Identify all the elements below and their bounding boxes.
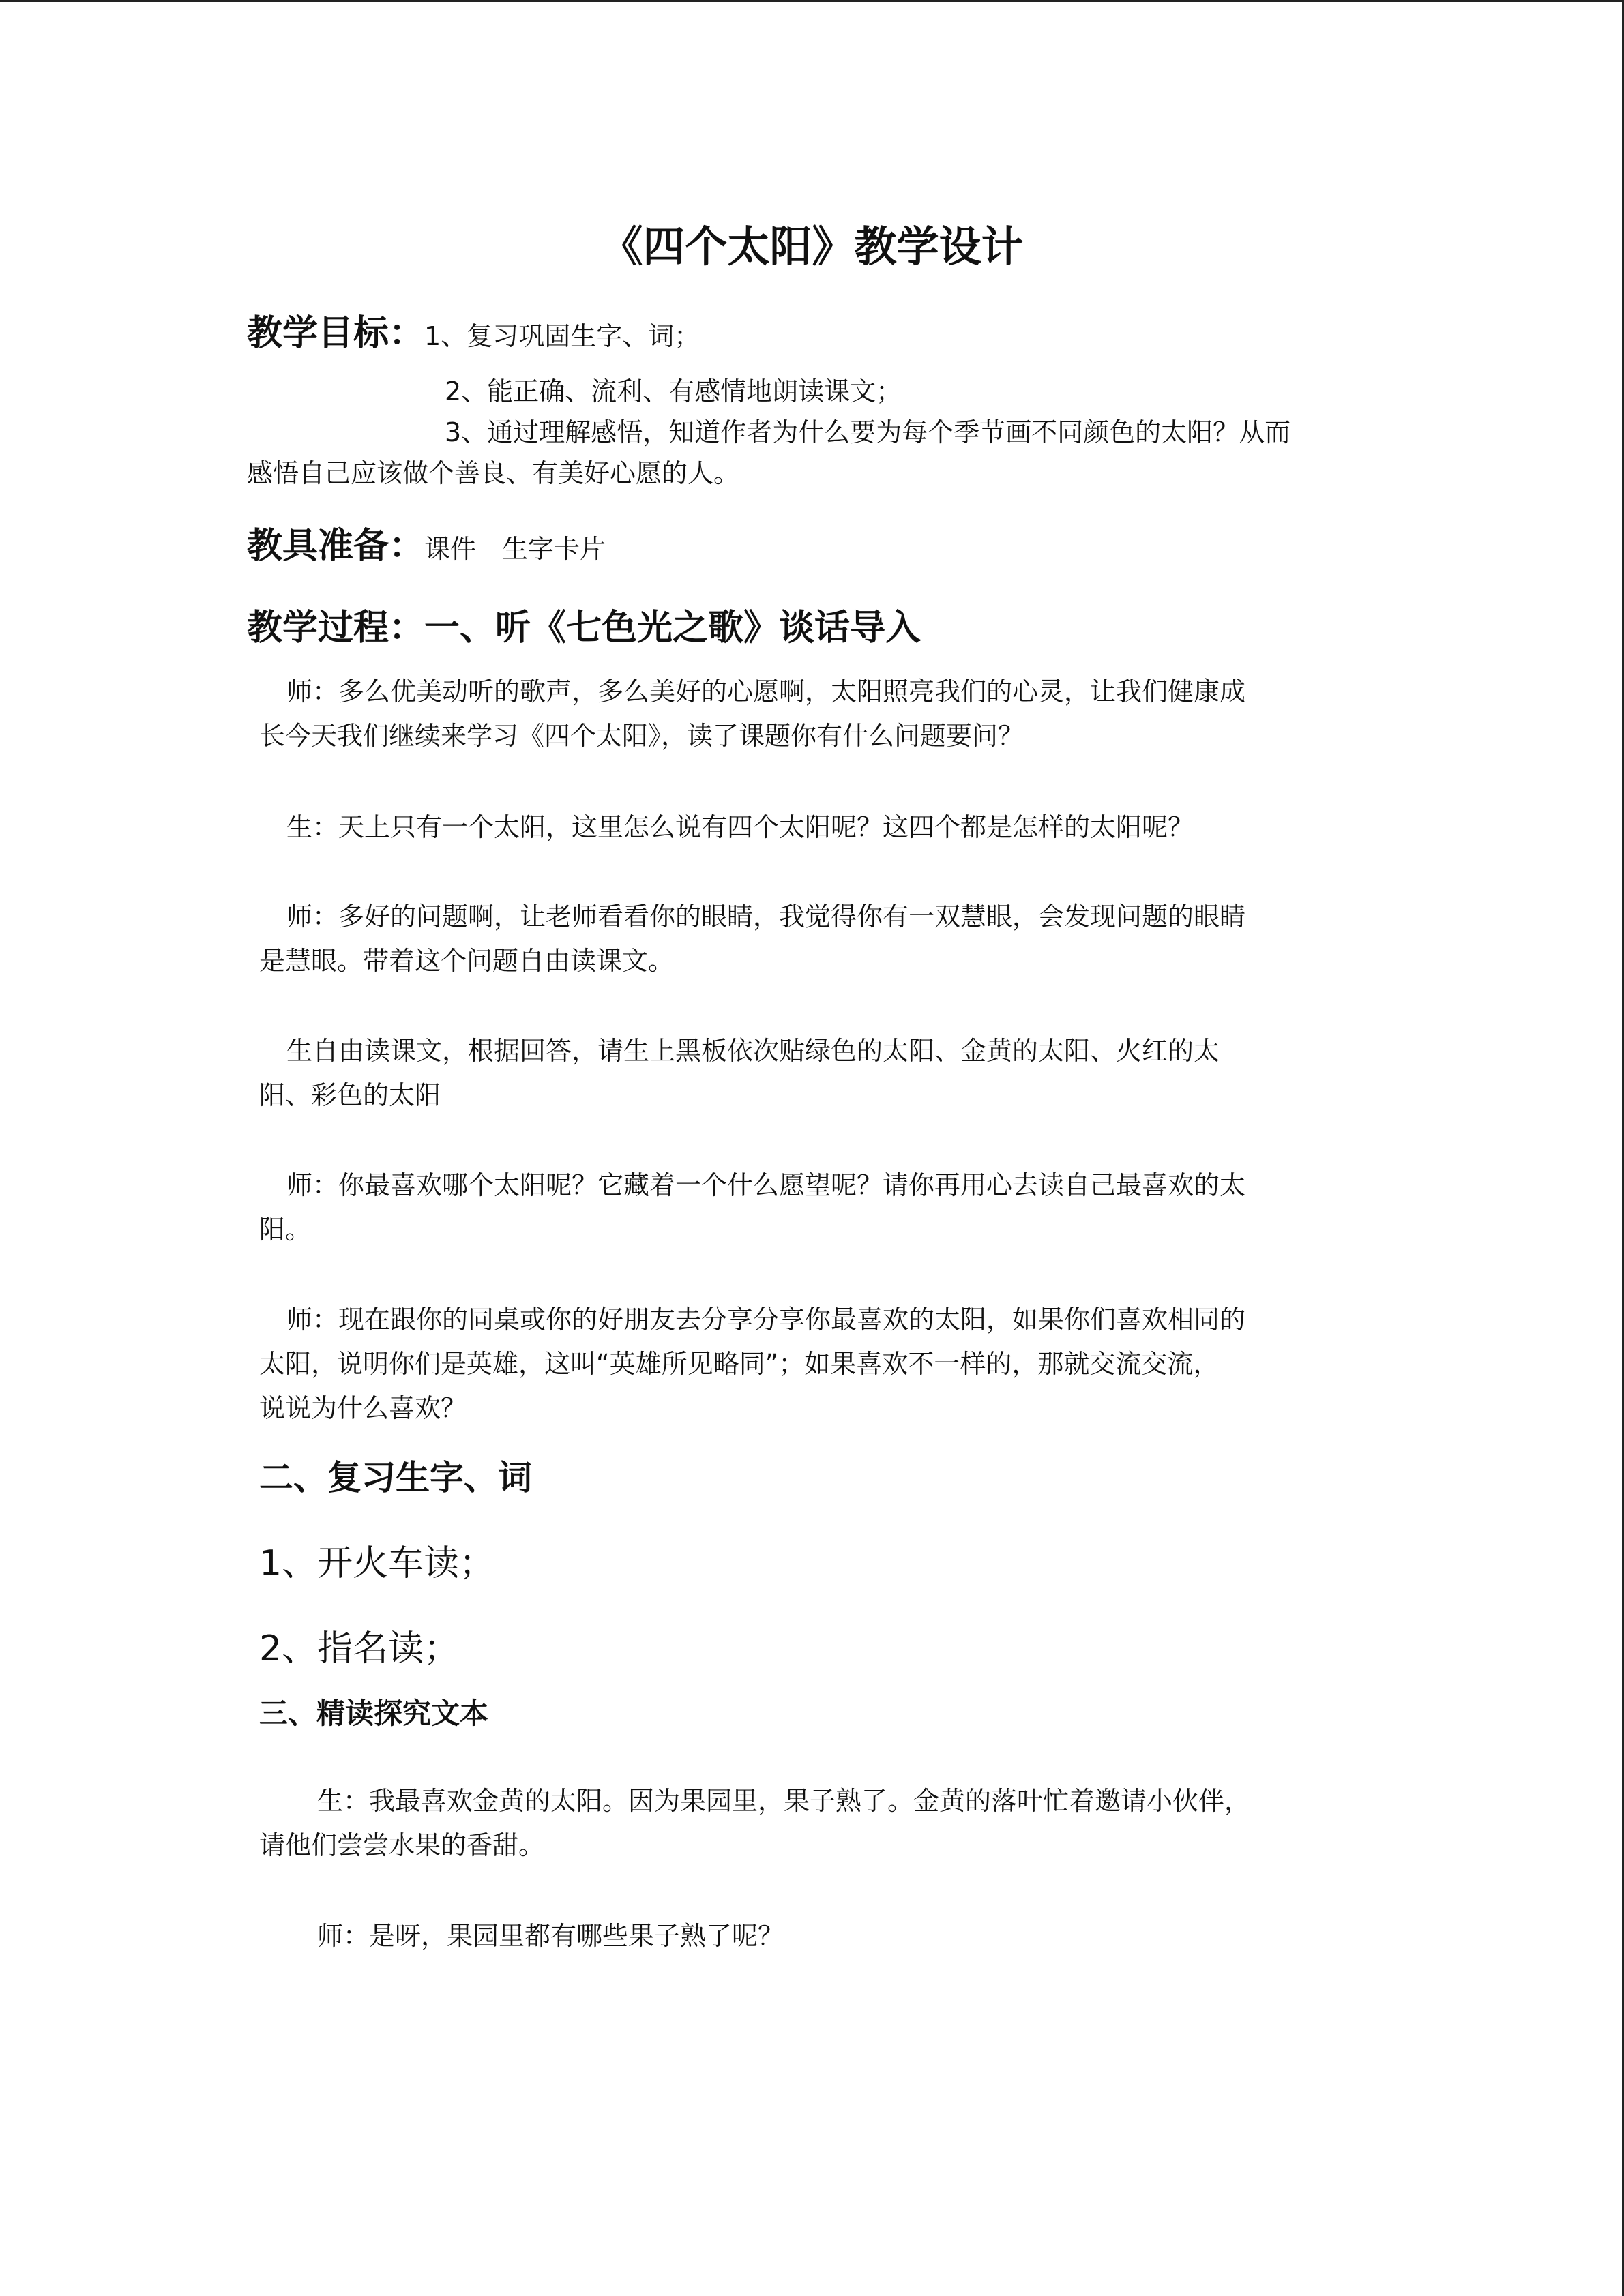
section3-title: 三、精读探究文本: [259, 1697, 489, 1730]
section3-paragraph-2-line1: 师：是呀，果园里都有哪些果子熟了呢？: [317, 1921, 784, 1951]
section2-item-2: 2、指名读；: [259, 1628, 460, 1669]
goal-item-1: 1、复习巩固生字、词；: [424, 321, 700, 351]
paragraph-6-line2: 太阳，说明你们是英雄，这叫“英雄所见略同”；如果喜欢不一样的，那就交流交流，: [259, 1349, 1220, 1379]
goals-heading: [247, 304, 700, 355]
paragraph-1-line1: 师：多么优美动听的歌声，多么美好的心愿啊，太阳照亮我们的心灵，让我们健康成: [286, 676, 1246, 706]
tools-heading: [247, 517, 606, 568]
section2-item-1: 1、开火车读；: [259, 1543, 495, 1584]
section3-paragraph-1-line1: 生：我最喜欢金黄的太阳。因为果园里，果子熟了。金黄的落叶忙着邀请小伙伴，: [317, 1786, 1251, 1816]
tools-label: 教具准备：: [247, 526, 425, 567]
paragraph-2-line1: 生：天上只有一个太阳，这里怎么说有四个太阳呢？这四个都是怎样的太阳呢？: [286, 812, 1194, 842]
paragraph-3-line2: 是慧眼。带着这个问题自由读课文。: [259, 946, 675, 976]
page-border-top: [0, 0, 1624, 2]
paragraph-4-line1: 生自由读课文，根据回答，请生上黑板依次贴绿色的太阳、金黄的太阳、火红的太: [286, 1036, 1220, 1066]
process-label: 教学过程：: [247, 608, 425, 648]
goal-item-3-line1: 3、通过理解感悟，知道作者为什么要为每个季节画不同颜色的太阳？从而: [445, 417, 1291, 447]
document-title: 《四个太阳》教学设计: [600, 222, 1024, 271]
paragraph-6-line3: 说说为什么喜欢？: [259, 1393, 467, 1423]
section2-title: 二、复习生字、词: [259, 1458, 532, 1497]
section1-title: 一、听《七色光之歌》谈话导入: [424, 608, 921, 648]
paragraph-5-line2: 阳。: [259, 1214, 312, 1244]
tools-value: 课件 生字卡片: [424, 534, 606, 564]
goals-label: 教学目标：: [247, 313, 425, 354]
section3-paragraph-1-line2: 请他们尝尝水果的香甜。: [259, 1830, 545, 1860]
paragraph-6-line1: 师：现在跟你的同桌或你的好朋友去分享分享你最喜欢的太阳，如果你们喜欢相同的: [286, 1304, 1246, 1335]
process-heading: [247, 599, 921, 650]
paragraph-5-line1: 师：你最喜欢哪个太阳呢？它藏着一个什么愿望呢？请你再用心去读自己最喜欢的太: [286, 1170, 1246, 1200]
paragraph-1-line2: 长今天我们继续来学习《四个太阳》，读了课题你有什么问题要问？: [259, 721, 1024, 751]
goal-item-2: 2、能正确、流利、有感情地朗读课文；: [445, 376, 902, 406]
goal-item-3-line2: 感悟自己应该做个善良、有美好心愿的人。: [247, 458, 740, 488]
paragraph-3-line1: 师：多好的问题啊，让老师看看你的眼睛，我觉得你有一双慧眼，会发现问题的眼睛: [286, 901, 1246, 931]
paragraph-4-line2: 阳、彩色的太阳: [259, 1080, 441, 1110]
